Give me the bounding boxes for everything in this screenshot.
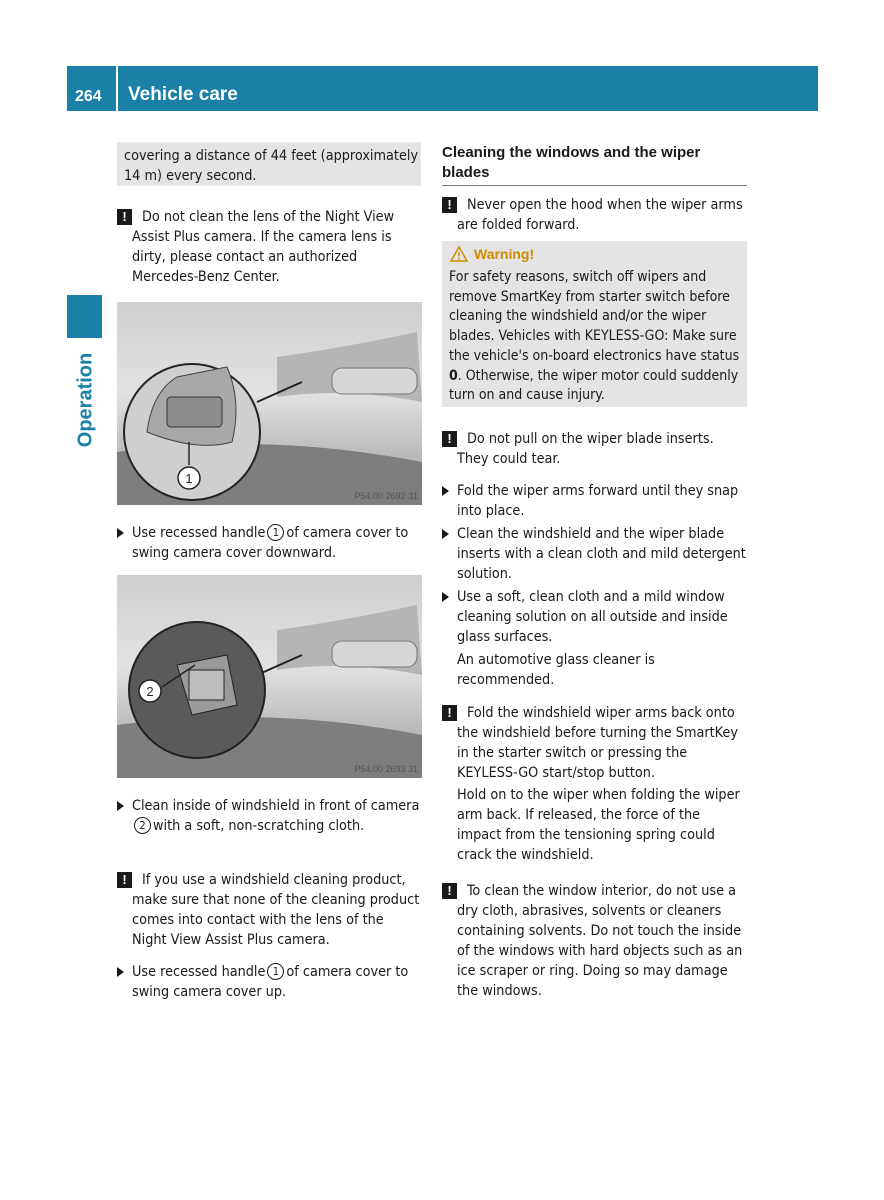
exclamation-icon: ! xyxy=(442,705,457,721)
left-step-3: Use recessed handle 1 of camera cover to swing camera cover up. xyxy=(117,962,438,1002)
camera-illustration-2 xyxy=(117,575,422,778)
camera-illustration-1 xyxy=(117,302,422,505)
right-note-4: ! To clean the window interior, do not use a dry cloth, abrasives, solvents or cleaners containing solvents. Do not touch the inside of the windows with hard objects such as an ice scraper or ring. Doing so may damage the windows. xyxy=(442,881,748,1001)
exclamation-icon: ! xyxy=(442,883,457,899)
step-arrow-icon xyxy=(117,801,124,811)
right-step-3: Use a soft, clean cloth and a mild window cleaning solution on all outside and inside glass surfaces. xyxy=(442,587,763,647)
exclamation-icon: ! xyxy=(117,872,132,888)
side-tab-label: Operation xyxy=(74,352,97,448)
right-step-1: Fold the wiper arms forward until they snap into place. xyxy=(442,481,763,521)
intro-text: covering a distance of 44 feet (approximately 14 m) every second. xyxy=(124,148,419,184)
step-arrow-icon xyxy=(117,528,124,538)
camera-image-1 xyxy=(117,302,422,505)
left-note-1 xyxy=(117,207,422,287)
left-step-1: Use recessed handle 1 of camera cover to swing camera cover downward. xyxy=(117,523,438,563)
image-code: P54.00 2693 31 xyxy=(354,764,418,774)
left-step-2: Clean inside of windshield in front of camera2 with a soft, non-scratching cloth. xyxy=(117,796,438,836)
right-step-3-extra: An automotive glass cleaner is recommended. xyxy=(457,652,655,688)
section-heading: Cleaning the windows and the wiper blades xyxy=(442,143,747,186)
right-note-2: ! Do not pull on the wiper blade inserts. They could tear. xyxy=(442,429,748,469)
step-arrow-icon xyxy=(442,592,449,602)
warning-title: Warning! xyxy=(450,246,534,262)
callout-ref-1: 1 xyxy=(267,963,284,980)
warning-triangle-icon xyxy=(450,246,468,262)
step-arrow-icon xyxy=(117,967,124,977)
warning-text: For safety reasons, switch off wipers and remove SmartKey from starter switch before cleaning the windshield and/or the wiper blades. Vehicles with KEYLESS-GO: Make sure the vehicle's on-board electronics have status 0. Otherwise, the wiper motor could suddenly turn on and cause injury. xyxy=(449,269,740,404)
right-note-3-extra: Hold on to the wiper when folding the wiper arm back. If released, the force of the impact from the tensioning spring could crack the windshield. xyxy=(457,787,740,863)
right-note-1: ! Never open the hood when the wiper arms are folded forward. xyxy=(442,195,748,235)
side-tab-marker xyxy=(67,295,102,338)
exclamation-icon: ! xyxy=(442,197,457,213)
camera-image-2 xyxy=(117,575,422,778)
svg-text:1: 1 xyxy=(185,471,193,486)
exclamation-icon: ! xyxy=(442,431,457,447)
page-number: 264 xyxy=(75,88,102,105)
svg-text:2: 2 xyxy=(146,684,154,699)
page-title: Vehicle care xyxy=(128,84,238,105)
image-code: P54.00 2692 31 xyxy=(354,491,418,501)
right-step-2: Clean the windshield and the wiper blade inserts with a clean cloth and mild detergent solution. xyxy=(442,524,763,584)
right-note-3: ! Fold the windshield wiper arms back onto the windshield before turning the SmartKey in the starter switch or pressing the KEYLESS-GO start/stop button. xyxy=(442,703,748,783)
step-arrow-icon xyxy=(442,486,449,496)
callout-ref-2: 2 xyxy=(134,817,151,834)
warning-box xyxy=(442,241,747,407)
page-header xyxy=(67,66,818,111)
left-note-2: ! If you use a windshield cleaning product, make sure that none of the cleaning product comes into contact with the lens of the Night View Assist Plus camera. xyxy=(117,870,422,950)
callout-ref-1: 1 xyxy=(267,524,284,541)
side-tab xyxy=(72,345,100,455)
note-text: Do not clean the lens of the Night View Assist Plus camera. If the camera lens is dirty, please contact an authorized Mercedes-Benz Center. xyxy=(132,209,395,285)
header-divider xyxy=(116,66,118,111)
step-arrow-icon xyxy=(442,529,449,539)
exclamation-icon: ! xyxy=(117,209,132,225)
